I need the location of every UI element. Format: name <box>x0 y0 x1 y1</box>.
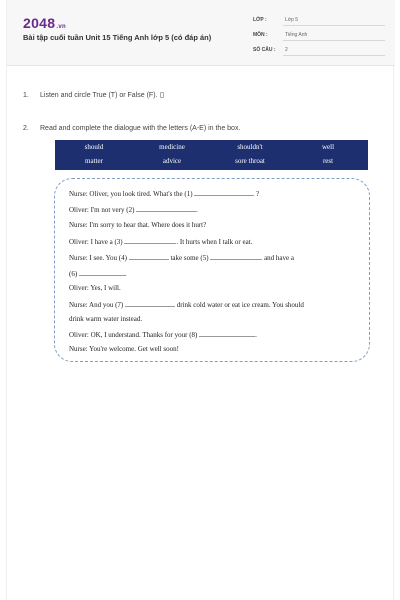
word-box <box>55 140 368 170</box>
answer-blank-1[interactable] <box>194 189 254 196</box>
dialogue-line-8: Nurse: And you (7) drink cold water or eat ice cream. You should <box>69 301 304 309</box>
answer-blank-5[interactable] <box>210 253 262 260</box>
dialogue-line-5: Nurse: I see. You (4) take some (5) and have a <box>69 254 294 262</box>
worksheet-page: 2048.vn Bài tập cuối tuần Unit 15 Tiếng Anh lớp 5 (có đáp án) LỚP : Lớp 5 MÔN : Tiếng Anh SỐ CÂU : 2 1. Listen and circle True (T) or False (F). 2. Read and complete the dialogue with the letters (A-E) in the box. should medicine shouldn't well matter advice sore throat rest Nurse: Oliver, you look tired. What's the (1) ? Oliver: I'm not very (2) . Nurse: I'm sorry to hear that. Where does it hurt? Oliver: I have a (3) . It hurts when I talk or eat. Nurse: I see. You (4) take some (5) and have a (6) . Oliver: Yes, I will. Nurse: And you (7) drink cold water or eat ice cream. You should drink warm water instead. Oliver: OK, I understand. Thanks for your (8) . Nurse: You're welcome. Get well soon! <box>6 0 394 600</box>
word-box-item: medicine <box>159 143 185 151</box>
dialogue-box <box>54 178 370 362</box>
word-box-item: well <box>321 143 335 151</box>
word-box-item: should <box>84 143 104 151</box>
answer-blank-2[interactable] <box>136 205 196 212</box>
document-title: Bài tập cuối tuần Unit 15 Tiếng Anh lớp 5 (có đáp án) <box>23 33 212 42</box>
word-box-item: sore throat <box>235 157 265 165</box>
dialogue-line-11: Nurse: You're welcome. Get well soon! <box>69 345 179 353</box>
meta-subject: MÔN : Tiếng Anh <box>253 29 385 41</box>
worksheet-header <box>7 0 395 66</box>
answer-blank-7[interactable] <box>125 300 175 307</box>
site-logo[interactable]: 2048.vn <box>23 15 66 31</box>
word-box-item: advice <box>162 157 182 165</box>
dialogue-line-3: Nurse: I'm sorry to hear that. Where does it hurt? <box>69 221 207 229</box>
audio-speaker-icon[interactable] <box>160 92 164 98</box>
dialogue-line-4: Oliver: I have a (3) . It hurts when I talk or eat. <box>69 238 253 246</box>
dialogue-line-9: drink warm water instead. <box>69 315 143 323</box>
dialogue-line-1: Nurse: Oliver, you look tired. What's the (1) ? <box>69 190 260 198</box>
word-box-item: shouldn't <box>237 143 263 151</box>
word-box-item: rest <box>322 157 334 165</box>
dialogue-line-7: Oliver: Yes, I will. <box>69 284 121 292</box>
dialogue-line-6: (6) . <box>69 270 127 278</box>
answer-blank-6[interactable] <box>79 269 125 276</box>
meta-question-count: SỐ CÂU : 2 <box>253 44 385 56</box>
meta-class: LỚP : Lớp 5 <box>253 14 385 26</box>
answer-blank-4[interactable] <box>129 253 169 260</box>
dialogue-line-10: Oliver: OK, I understand. Thanks for your (8) . <box>69 331 257 339</box>
word-box-item: matter <box>85 157 103 165</box>
answer-blank-3[interactable] <box>124 237 176 244</box>
dialogue-line-2: Oliver: I'm not very (2) . <box>69 206 198 214</box>
answer-blank-8[interactable] <box>199 330 255 337</box>
